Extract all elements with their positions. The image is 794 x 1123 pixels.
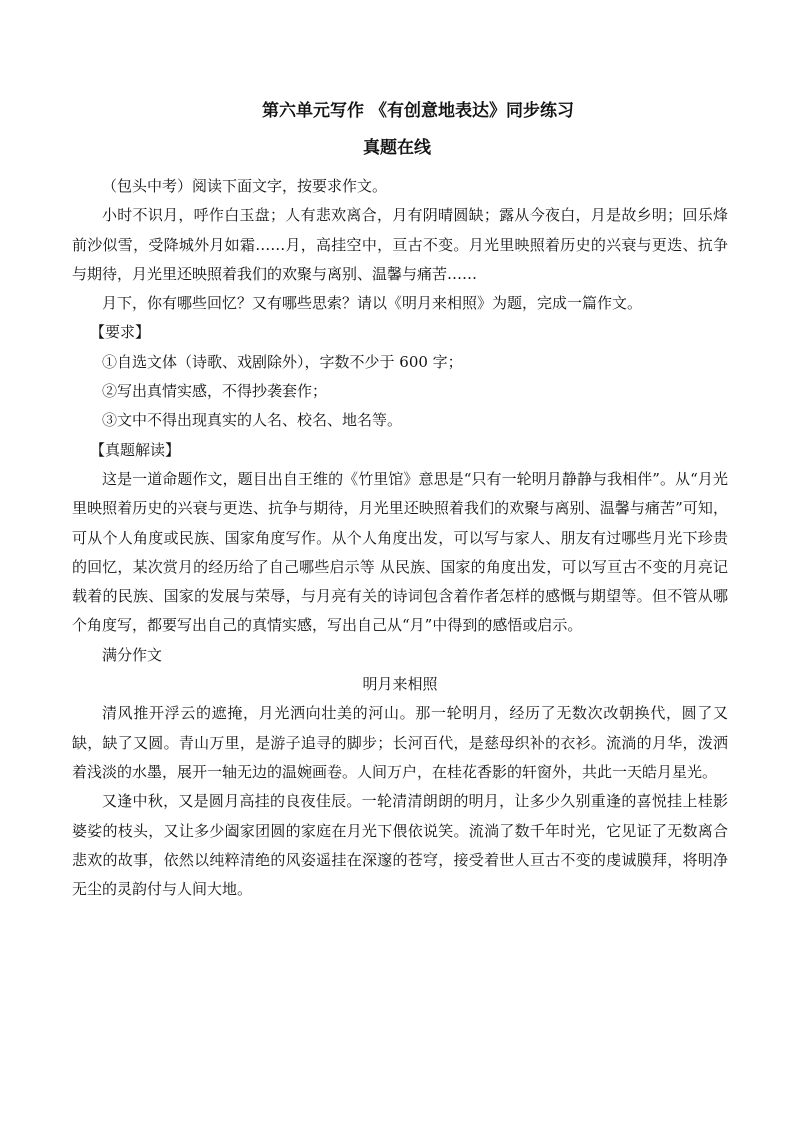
- section-heading: 真题在线: [363, 138, 431, 158]
- analysis-paragraph: 这是一道命题作文，题目出自王维的《竹里馆》意思是“只有一轮明月静静与我相伴”。从“月光里映照着历史的兴衰与更迭、抗争与期待，月光里还映照着我们的欢聚与离别、温馨与痛苦”可知，可从个人角度或民族、国家角度写作。从个人角度出发，可以写与家人、朋友有过哪些月光下珍贵的回忆，某次赏月的经历给了自己哪些启示等 从民族、国家的角度出发，可以写亘古不变的月亮记载着的民族、国家的发展与荣辱，与月亮有关的诗词包含着作者怎样的感慨与期望等。但不管从哪个角度写，都要写出自己的真情实感，写出自己从“月”中得到的感悟或启示。: [72, 469, 728, 635]
- model-essay-label: 满分作文: [102, 645, 163, 664]
- document-title: 第六单元写作 《有创意地表达》同步练习: [262, 101, 574, 121]
- task-paragraph: 月下，你有哪些回忆？又有哪些思索？请以《明月来相照》为题，完成一篇作文。: [102, 294, 643, 313]
- source-line: （包头中考）阅读下面文字，按要求作文。: [102, 177, 388, 195]
- prompt-paragraph: 小时不识月，呼作白玉盘；人有悲欢离合，月有阴晴圆缺；露从今夜白，月是故乡明；回乐烽前沙似雪，受降城外月如霜……月，高挂空中，亘古不变。月光里映照着历史的兴衰与更迭、抗争与期待，月光里还映照着我们的欢聚与离别、温馨与痛苦……: [72, 206, 728, 283]
- essay-paragraph-2: 又逢中秋，又是圆月高挂的良夜佳辰。一轮清清朗朗的明月，让多少久别重逢的喜悦挂上桂影婆娑的枝头，又让多少阖家团圆的家庭在月光下偎依说笑。流淌了数千年时光，它见证了无数离合悲欢的故事，依然以纯粹清绝的风姿遥挂在深邃的苍穹，接受着世人亘古不变的虔诚膜拜，将明净无尘的灵韵付与人间大地。: [72, 792, 728, 899]
- essay-title: 明月来相照: [362, 675, 438, 694]
- requirement-item-1: ①自选文体（诗歌、戏剧除外），字数不少于 600 字；: [102, 352, 463, 371]
- requirement-item-2: ②写出真情实感，不得抄袭套作；: [102, 382, 328, 401]
- essay-paragraph-1: 清风推开浮云的遮掩，月光洒向壮美的河山。那一轮明月，经历了无数次改朝换代，圆了又缺，缺了又圆。青山万里，是游子追寻的脚步；长河百代，是慈母织补的衣衫。流淌的月华，泼洒着浅淡的水墨，展开一轴无边的温婉画卷。人间万户，在桂花香影的轩窗外，共此一天皓月星光。: [72, 704, 728, 781]
- requirement-item-3: ③文中不得出现真实的人名、校名、地名等。: [102, 411, 403, 430]
- analysis-heading: 【真题解读】: [90, 440, 181, 459]
- requirements-heading: 【要求】: [90, 323, 151, 342]
- document-body: [72, 172, 728, 904]
